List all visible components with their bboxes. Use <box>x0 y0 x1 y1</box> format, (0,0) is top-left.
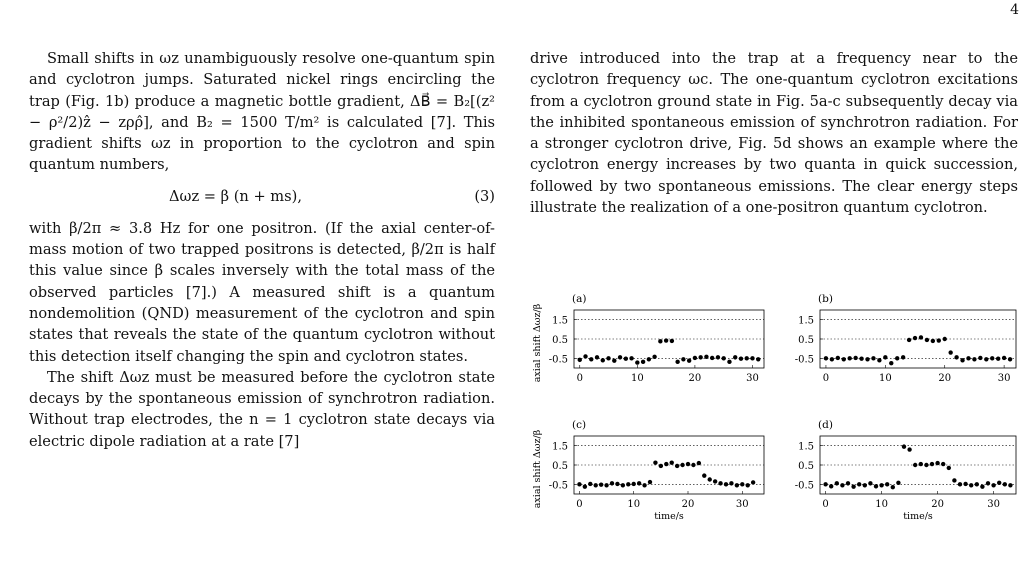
data-point <box>606 356 610 360</box>
data-point <box>721 356 725 360</box>
data-point <box>919 462 923 466</box>
data-point <box>859 357 863 361</box>
data-point <box>913 336 917 340</box>
data-point <box>641 360 645 364</box>
data-point <box>1008 357 1012 361</box>
data-point <box>924 463 928 467</box>
data-point <box>664 338 668 342</box>
data-point <box>604 483 608 487</box>
data-point <box>952 478 956 482</box>
data-point <box>836 356 840 360</box>
data-point <box>708 477 712 481</box>
data-point <box>829 484 833 488</box>
data-point <box>664 462 668 466</box>
data-point <box>601 358 605 362</box>
data-point <box>704 355 708 359</box>
data-point <box>941 462 945 466</box>
data-point <box>691 463 695 467</box>
data-point <box>871 356 875 360</box>
data-point <box>896 481 900 485</box>
equation-number: (3) <box>474 187 495 205</box>
panel-label: (a) <box>572 293 587 305</box>
figure-5 <box>530 278 1022 573</box>
data-point <box>948 350 952 354</box>
y-tick-label: 0.5 <box>552 335 568 346</box>
data-point <box>615 482 619 486</box>
data-point <box>954 355 958 359</box>
x-tick-label: 30 <box>987 499 1000 510</box>
x-tick-label: 30 <box>746 373 759 384</box>
data-point <box>863 483 867 487</box>
page-number: 4 <box>1010 2 1019 18</box>
data-point <box>659 464 663 468</box>
data-point <box>901 355 905 359</box>
data-point <box>583 484 587 488</box>
data-point <box>727 360 731 364</box>
data-point <box>913 463 917 467</box>
y-axis-label: axial shift Δωz/β <box>532 429 543 509</box>
data-point <box>621 483 625 487</box>
y-tick-label: 1.5 <box>798 315 814 327</box>
data-point <box>895 356 899 360</box>
left-column <box>29 48 495 452</box>
data-point <box>935 461 939 465</box>
data-point <box>975 482 979 486</box>
x-tick-label: 20 <box>931 499 944 510</box>
y-axis-label: axial shift Δωz/β <box>532 303 543 383</box>
data-point <box>637 481 641 485</box>
x-axis-label: time/s <box>903 511 933 522</box>
data-point <box>629 356 633 360</box>
data-point <box>958 482 962 486</box>
x-tick-label: 10 <box>875 499 888 510</box>
x-tick-label: 10 <box>878 373 892 384</box>
data-point <box>830 357 834 361</box>
data-point <box>883 355 887 359</box>
data-point <box>686 462 690 466</box>
left-paragraph-1: Small shifts in ωz unambiguously resolve one-quantum spin and cyclotron jumps. Saturated nickel rings encircling the trap (Fig. 1b) produce a magnetic bottle gradient, ΔB⃗ = B₂[(z² − ρ²/2)ẑ − zρρ̂], and B₂ = 1500 T/m² is calculated [7]. This gradient shifts ωz in proportion to the cyclotron and spin quantum numbers, <box>29 50 495 174</box>
x-tick-label: 0 <box>576 373 583 384</box>
data-point <box>902 444 906 448</box>
data-point <box>868 481 872 485</box>
data-point <box>618 355 622 359</box>
data-point <box>675 464 679 468</box>
x-tick-label: 20 <box>688 373 702 384</box>
data-point <box>595 355 599 359</box>
data-point <box>966 356 970 360</box>
data-point <box>865 357 869 361</box>
data-point <box>851 484 855 488</box>
y-tick-label: -0.5 <box>548 354 568 366</box>
data-point <box>746 483 750 487</box>
data-point <box>824 356 828 360</box>
data-point <box>990 356 994 360</box>
data-point <box>610 481 614 485</box>
x-tick-label: 0 <box>576 499 583 510</box>
data-point <box>729 481 733 485</box>
data-point <box>972 357 976 361</box>
panel-label: (c) <box>572 419 587 431</box>
y-tick-label: -0.5 <box>548 480 568 492</box>
data-point <box>745 356 749 360</box>
data-point <box>1002 356 1006 360</box>
x-tick-label: 10 <box>627 499 641 510</box>
data-point <box>670 460 674 464</box>
equation-expression: Δωz = β (n + ms), <box>169 187 302 205</box>
data-point <box>653 460 657 464</box>
right-paragraph-1: drive introduced into the trap at a frequency near to the cyclotron frequency ωc. The one-quantum cyclotron excitations from a cyclotron ground state in Fig. 5a-c subsequently decay via the inhibited spontaneous emission of synchrotron radiation. For a stronger cyclotron drive, Fig. 5d shows an example where the cyclotron energy increases by two quanta in quick succession, followed by two spontaneous emissions. The clear energy steps illustrate the realization of a one-positron quantum cyclotron. <box>530 50 1018 217</box>
data-point <box>588 482 592 486</box>
data-point <box>577 482 581 486</box>
data-point <box>702 473 706 477</box>
data-point <box>599 483 603 487</box>
data-point <box>589 357 593 361</box>
data-point <box>680 463 684 467</box>
data-point <box>857 482 861 486</box>
x-tick-label: 0 <box>822 499 829 510</box>
left-paragraph-3: The shift Δωz must be measured before the cyclotron state decays by the spontaneous emission of synchrotron radiation. Without trap electrodes, the n = 1 cyclotron state decays via electric dipole radiation at a rate [7] <box>29 368 495 450</box>
data-point <box>1008 483 1012 487</box>
data-point <box>907 447 911 451</box>
data-point <box>984 357 988 361</box>
figure-5-plots <box>530 278 1022 573</box>
right-column <box>530 48 1018 218</box>
data-point <box>991 483 995 487</box>
data-point <box>963 482 967 486</box>
y-tick-label: 1.5 <box>798 441 814 453</box>
data-point <box>733 355 737 359</box>
panel-label: (d) <box>818 419 833 431</box>
data-point <box>919 335 923 339</box>
data-point <box>986 481 990 485</box>
data-point <box>648 480 652 484</box>
data-point <box>693 356 697 360</box>
data-point <box>960 358 964 362</box>
data-point <box>698 355 702 359</box>
x-tick-label: 30 <box>735 499 749 510</box>
data-point <box>635 360 639 364</box>
data-point <box>713 479 717 483</box>
data-point <box>835 481 839 485</box>
x-tick-label: 30 <box>997 373 1011 384</box>
data-point <box>846 481 850 485</box>
x-axis-label: time/s <box>654 511 684 522</box>
y-tick-label: 0.5 <box>798 461 814 472</box>
data-point <box>626 482 630 486</box>
data-point <box>847 356 851 360</box>
data-point <box>718 481 722 485</box>
data-point <box>978 356 982 360</box>
data-point <box>756 357 760 361</box>
data-point <box>840 483 844 487</box>
left-paragraph-2: with β/2π ≈ 3.8 Hz for one positron. (If the axial center-of-mass motion of two trapped positrons is detected, β/2π is half this value since β scales inversely with the total mass of the observed particles [7].) A measured shift is a quantum nondemolition (QND) measurement of the cyclotron and spin states that reveals the state of the quantum cyclotron without this detection itself changing the spin and cyclotron states. <box>29 219 495 365</box>
data-point <box>980 484 984 488</box>
y-tick-label: 0.5 <box>552 461 568 472</box>
data-point <box>930 462 934 466</box>
y-tick-label: 0.5 <box>798 335 814 346</box>
data-point <box>670 339 674 343</box>
data-point <box>947 466 951 470</box>
y-tick-label: -0.5 <box>794 354 814 366</box>
y-tick-label: 1.5 <box>552 315 568 327</box>
data-point <box>842 357 846 361</box>
equation-3 <box>29 180 495 214</box>
y-tick-label: 1.5 <box>552 441 568 453</box>
data-point <box>751 480 755 484</box>
data-point <box>943 337 947 341</box>
data-point <box>931 339 935 343</box>
data-point <box>681 357 685 361</box>
data-point <box>823 482 827 486</box>
data-point <box>925 338 929 342</box>
x-tick-label: 20 <box>681 499 695 510</box>
data-point <box>735 483 739 487</box>
data-point <box>710 356 714 360</box>
data-point <box>724 482 728 486</box>
data-point <box>853 356 857 360</box>
data-point <box>969 483 973 487</box>
data-point <box>740 482 744 486</box>
x-tick-label: 20 <box>938 373 952 384</box>
data-point <box>877 358 881 362</box>
data-point <box>578 358 582 362</box>
data-point <box>879 483 883 487</box>
panel-label: (b) <box>818 293 833 305</box>
data-point <box>594 483 598 487</box>
data-point <box>647 357 651 361</box>
data-point <box>642 483 646 487</box>
data-point <box>675 360 679 364</box>
data-point <box>889 361 893 365</box>
data-point <box>652 355 656 359</box>
x-tick-label: 0 <box>822 373 830 384</box>
data-point <box>612 358 616 362</box>
data-point <box>874 484 878 488</box>
data-point <box>687 358 691 362</box>
data-point <box>885 482 889 486</box>
data-point <box>583 354 587 358</box>
data-point <box>750 356 754 360</box>
data-point <box>891 485 895 489</box>
data-point <box>907 338 911 342</box>
data-point <box>739 357 743 361</box>
y-tick-label: -0.5 <box>794 480 814 492</box>
data-point <box>697 461 701 465</box>
data-point <box>937 338 941 342</box>
data-point <box>632 482 636 486</box>
x-tick-label: 10 <box>630 373 644 384</box>
data-point <box>1003 482 1007 486</box>
data-point <box>997 481 1001 485</box>
data-point <box>658 339 662 343</box>
data-point <box>996 357 1000 361</box>
data-point <box>716 355 720 359</box>
data-point <box>624 357 628 361</box>
